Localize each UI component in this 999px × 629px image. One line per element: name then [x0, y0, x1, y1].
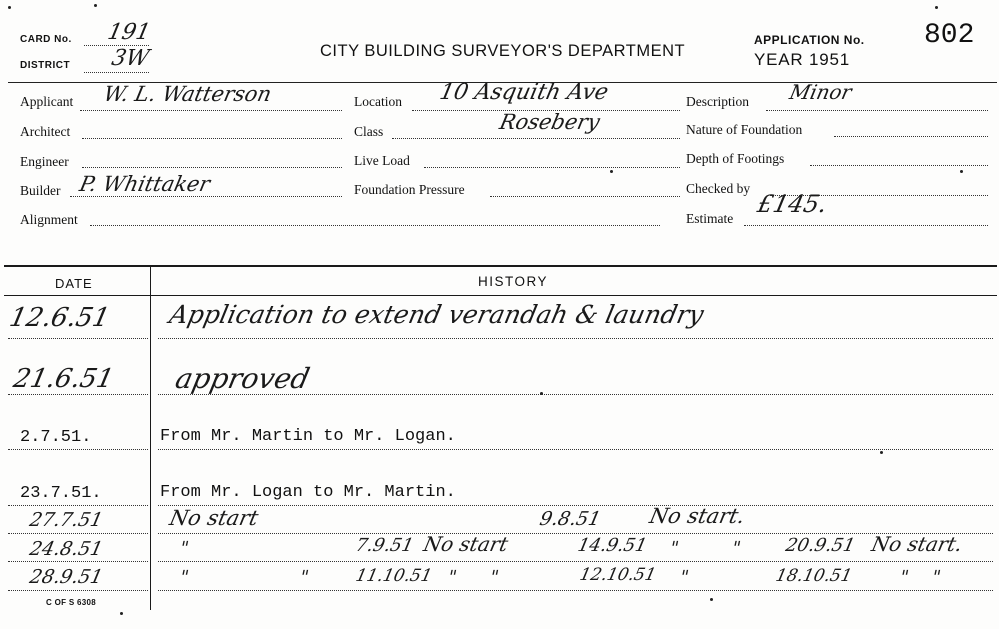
foundation-pressure-label: Foundation Pressure	[354, 182, 465, 197]
date-column-divider	[150, 265, 151, 610]
history-date: 23.7.51.	[20, 484, 102, 503]
alignment-line	[90, 225, 660, 226]
row-rule	[8, 338, 148, 339]
applicant-label: Applicant	[20, 94, 74, 109]
estimate-line	[744, 225, 988, 226]
history-extra: 12.10.51	[577, 565, 658, 585]
history-date: 24.8.51	[27, 538, 105, 560]
history-extra: "	[487, 567, 501, 588]
scan-speck	[120, 612, 123, 615]
scan-speck	[610, 170, 613, 173]
scan-speck	[960, 170, 963, 173]
row-rule	[8, 561, 148, 562]
class-label: Class	[354, 124, 384, 139]
row-rule	[158, 505, 993, 506]
history-top-border	[4, 265, 997, 267]
history-extra: "	[929, 567, 943, 588]
application-no-value: 802	[924, 20, 975, 51]
live-load-line	[424, 167, 680, 168]
applicant-line	[80, 110, 342, 111]
history-extra: 9.8.51	[537, 508, 603, 530]
history-date: 27.7.51	[27, 509, 105, 531]
nature-of-foundation-line	[834, 136, 988, 137]
history-extra: 7.9.51	[353, 535, 416, 556]
location-value: 10 Asquith Ave	[437, 80, 611, 105]
history-extra: 11.10.51	[353, 566, 434, 586]
architect-line	[82, 138, 342, 139]
history-extra: No start.	[647, 504, 748, 528]
district-line	[84, 72, 149, 73]
estimate-value: £145.	[755, 190, 830, 218]
estimate-label: Estimate	[686, 211, 734, 226]
location-label: Location	[354, 94, 402, 109]
history-date: 21.6.51	[10, 364, 117, 394]
district-label: DISTRICT	[20, 60, 71, 71]
row-rule	[8, 533, 148, 534]
checked-by-label: Checked by	[686, 181, 751, 196]
history-extra: 18.10.51	[773, 566, 854, 586]
row-rule	[158, 338, 993, 339]
row-rule	[158, 449, 993, 450]
history-extra: 14.9.51	[575, 535, 649, 556]
depth-of-footings-line	[810, 165, 988, 166]
card-no-label: CARD No.	[20, 34, 72, 45]
row-rule	[158, 533, 993, 534]
scan-speck	[8, 6, 11, 9]
history-entry: approved	[172, 362, 313, 395]
nature-of-foundation-label: Nature of Foundation	[686, 122, 803, 137]
card-no-value: 191	[105, 20, 153, 45]
builder-label: Builder	[20, 183, 61, 198]
scan-speck	[880, 451, 883, 454]
builder-line	[70, 196, 342, 197]
row-rule	[8, 590, 148, 591]
row-rule	[8, 394, 148, 395]
history-entry: "	[177, 538, 191, 559]
history-entry: No start	[167, 506, 261, 530]
history-date: 28.9.51	[27, 566, 105, 588]
description-line	[766, 110, 988, 111]
depth-of-footings-label: Depth of Footings	[686, 151, 785, 166]
history-entry: From Mr. Martin to Mr. Logan.	[160, 427, 456, 446]
live-load-label: Live Load	[354, 153, 410, 168]
department-title: CITY BUILDING SURVEYOR'S DEPARTMENT	[320, 42, 686, 60]
scan-speck	[94, 4, 97, 7]
year-text: YEAR 1951	[754, 50, 851, 69]
district-value: 3W	[109, 46, 152, 71]
history-date: 12.6.51	[6, 303, 113, 333]
description-label: Description	[686, 94, 749, 109]
row-rule	[8, 449, 148, 450]
applicant-value: W. L. Watterson	[101, 82, 274, 106]
history-extra: "	[677, 567, 691, 588]
foundation-pressure-line	[490, 196, 680, 197]
history-extra: "	[729, 538, 743, 559]
history-extra: "	[897, 567, 911, 588]
history-extra: No start.	[869, 532, 965, 556]
history-extra: "	[667, 538, 681, 559]
history-date: 2.7.51.	[20, 428, 92, 447]
architect-label: Architect	[20, 124, 71, 139]
form-code: C OF S 6308	[46, 598, 96, 607]
history-header: HISTORY	[478, 274, 549, 289]
row-rule	[158, 590, 993, 591]
scan-speck	[935, 6, 938, 9]
builder-value: P. Whittaker	[77, 172, 213, 196]
row-rule	[8, 505, 148, 506]
history-entry: Application to extend verandah & laundry	[166, 300, 707, 329]
history-extra: No start	[421, 532, 511, 556]
application-no-label: APPLICATION No.	[754, 33, 865, 47]
engineer-label: Engineer	[20, 154, 69, 169]
location-suburb-value: Rosebery	[497, 110, 602, 134]
history-entry: "	[177, 567, 191, 588]
history-header-border	[4, 295, 997, 296]
history-extra: 20.9.51	[783, 535, 857, 556]
row-rule	[158, 561, 993, 562]
history-entry: From Mr. Logan to Mr. Martin.	[160, 483, 456, 502]
scan-speck	[710, 598, 713, 601]
history-extra: "	[297, 567, 311, 588]
description-value: Minor	[787, 80, 854, 104]
date-header: DATE	[55, 276, 93, 291]
history-extra: "	[445, 567, 459, 588]
alignment-label: Alignment	[20, 212, 78, 227]
scan-speck	[540, 392, 543, 395]
class-line	[392, 138, 680, 139]
engineer-line	[82, 167, 342, 168]
